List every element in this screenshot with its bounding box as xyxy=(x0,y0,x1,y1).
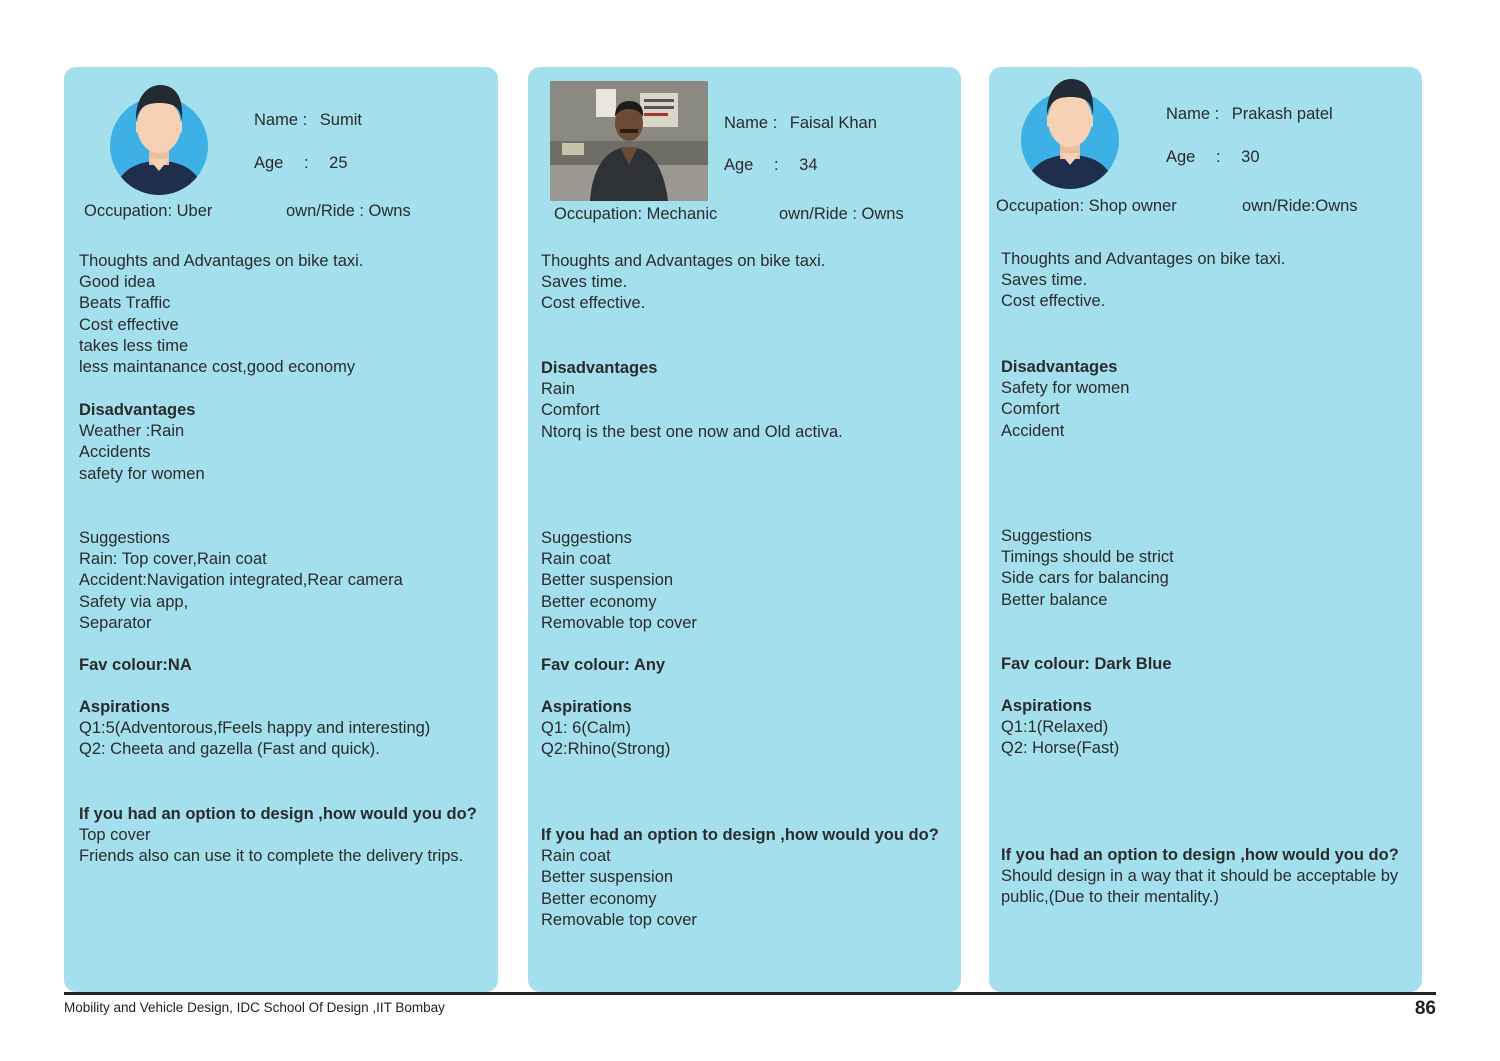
suggestion-item: Better balance xyxy=(1001,590,1108,609)
advantages-title: Thoughts and Advantages on bike taxi. xyxy=(1001,250,1286,268)
suggestion-item: Safety via app, xyxy=(79,592,189,611)
advantage-item: Good idea xyxy=(79,273,156,292)
disadvantage-item: Comfort xyxy=(541,401,600,420)
advantage-item: Saves time. xyxy=(1001,271,1088,290)
age-row xyxy=(1166,147,1260,168)
page-number: 86 xyxy=(1414,998,1436,1019)
persona-card-sumit xyxy=(64,67,498,992)
aspiration-item: Q1:5(Adventorous,fFeels happy and interesting) xyxy=(79,719,431,738)
aspirations-title: Aspirations xyxy=(79,698,170,716)
design-title: If you had an option to design ,how would you do? xyxy=(1001,846,1399,864)
advantage-item: Cost effective. xyxy=(1001,292,1106,311)
design-item: Better economy xyxy=(541,889,657,908)
advantages-section xyxy=(1001,249,1285,313)
footer-text: Mobility and Vehicle Design, IDC School Of Design ,IIT Bombay xyxy=(64,1000,445,1015)
suggestions-section xyxy=(79,528,403,634)
age-value: 25 xyxy=(329,154,348,172)
age-separator: : xyxy=(1215,148,1221,166)
disadvantage-item: Rain xyxy=(541,380,575,399)
design-item: Removable top cover xyxy=(541,910,697,929)
advantage-item: takes less time xyxy=(79,336,189,355)
design-section xyxy=(1001,845,1399,909)
disadvantages-section xyxy=(541,358,843,443)
footer-divider xyxy=(64,992,1436,995)
aspirations-section xyxy=(79,697,430,761)
interviewee-photo xyxy=(550,81,708,201)
age-value: 30 xyxy=(1241,148,1260,166)
disadvantage-item: Safety for women xyxy=(1001,379,1130,398)
occupation: Occupation: Mechanic xyxy=(554,205,718,223)
aspiration-item: Q1: 6(Calm) xyxy=(541,719,631,738)
advantage-item: Beats Traffic xyxy=(79,294,171,313)
own-ride: own/Ride : Owns xyxy=(779,205,904,223)
name-row xyxy=(1166,104,1333,125)
design-section xyxy=(79,804,477,868)
suggestion-item: Better economy xyxy=(541,592,657,611)
persona-card-prakash-patel xyxy=(989,67,1422,992)
advantage-item: Cost effective. xyxy=(541,294,646,313)
age-row xyxy=(724,155,818,176)
aspiration-item: Q1:1(Relaxed) xyxy=(1001,718,1109,737)
own-ride: own/Ride : Owns xyxy=(286,202,411,220)
advantages-section xyxy=(541,251,825,315)
disadvantage-item: Weather :Rain xyxy=(79,422,185,441)
suggestion-item: Rain: Top cover,Rain coat xyxy=(79,550,267,569)
disadvantage-item: Accidents xyxy=(79,443,151,462)
design-item: Rain coat xyxy=(541,847,611,866)
user-avatar-icon xyxy=(108,81,210,197)
suggestion-item: Rain coat xyxy=(541,550,611,569)
aspirations-section xyxy=(541,697,670,761)
name-value: Faisal Khan xyxy=(789,114,877,132)
suggestion-item: Accident:Navigation integrated,Rear camera xyxy=(79,571,403,590)
suggestions-title: Suggestions xyxy=(541,529,632,547)
advantage-item: Cost effective xyxy=(79,315,179,334)
suggestions-section xyxy=(541,528,697,634)
user-avatar-icon xyxy=(1019,75,1121,191)
suggestion-item: Side cars for balancing xyxy=(1001,569,1169,588)
design-title: If you had an option to design ,how would you do? xyxy=(541,826,939,844)
suggestion-item: Separator xyxy=(79,613,152,632)
disadvantages-title: Disadvantages xyxy=(79,401,196,419)
age-separator: : xyxy=(303,154,309,172)
disadvantages-section xyxy=(79,400,205,485)
aspiration-item: Q2:Rhino(Strong) xyxy=(541,740,671,759)
design-title: If you had an option to design ,how would you do? xyxy=(79,805,477,823)
occupation: Occupation: Shop owner xyxy=(996,197,1177,215)
aspirations-section xyxy=(1001,696,1119,760)
age-label: Age xyxy=(724,156,754,174)
fav-colour: Fav colour:NA xyxy=(79,656,192,674)
own-ride: own/Ride:Owns xyxy=(1242,197,1358,215)
design-item: Friends also can use it to complete the delivery trips. xyxy=(79,847,464,866)
disadvantage-item: safety for women xyxy=(79,464,205,483)
design-item: public,(Due to their mentality.) xyxy=(1001,888,1219,907)
disadvantage-item: Comfort xyxy=(1001,400,1060,419)
aspirations-title: Aspirations xyxy=(1001,697,1092,715)
fav-colour: Fav colour: Any xyxy=(541,656,666,674)
age-row xyxy=(254,153,348,174)
design-item: Should design in a way that it should be acceptable by xyxy=(1001,867,1399,886)
name-label: Name : xyxy=(1166,105,1220,123)
disadvantages-title: Disadvantages xyxy=(1001,358,1118,376)
name-label: Name : xyxy=(724,114,778,132)
name-row xyxy=(254,110,362,131)
name-value: Sumit xyxy=(319,111,362,129)
disadvantages-section xyxy=(1001,357,1129,442)
age-value: 34 xyxy=(799,156,818,174)
design-section xyxy=(541,825,939,931)
advantages-title: Thoughts and Advantages on bike taxi. xyxy=(79,252,364,270)
name-label: Name : xyxy=(254,111,308,129)
advantage-item: Saves time. xyxy=(541,273,628,292)
fav-colour: Fav colour: Dark Blue xyxy=(1001,655,1172,673)
design-item: Better suspension xyxy=(541,868,674,887)
persona-card-faisal-khan xyxy=(528,67,961,992)
advantages-title: Thoughts and Advantages on bike taxi. xyxy=(541,252,826,270)
aspirations-title: Aspirations xyxy=(541,698,632,716)
suggestion-item: Better suspension xyxy=(541,571,674,590)
suggestions-section xyxy=(1001,526,1174,611)
occupation: Occupation: Uber xyxy=(84,202,213,220)
aspiration-item: Q2: Horse(Fast) xyxy=(1001,739,1120,758)
disadvantage-item: Ntorq is the best one now and Old activa. xyxy=(541,422,843,441)
disadvantages-title: Disadvantages xyxy=(541,359,658,377)
age-label: Age xyxy=(254,154,284,172)
suggestion-item: Removable top cover xyxy=(541,613,697,632)
aspiration-item: Q2: Cheeta and gazella (Fast and quick). xyxy=(79,740,380,759)
design-item: Top cover xyxy=(79,826,151,845)
suggestion-item: Timings should be strict xyxy=(1001,548,1174,567)
suggestions-title: Suggestions xyxy=(1001,527,1092,545)
name-value: Prakash patel xyxy=(1231,105,1333,123)
suggestions-title: Suggestions xyxy=(79,529,170,547)
advantages-section xyxy=(79,251,363,378)
advantage-item: less maintanance cost,good economy xyxy=(79,358,356,377)
name-row xyxy=(724,113,877,134)
disadvantage-item: Accident xyxy=(1001,421,1065,440)
age-separator: : xyxy=(773,156,779,174)
age-label: Age xyxy=(1166,148,1196,166)
